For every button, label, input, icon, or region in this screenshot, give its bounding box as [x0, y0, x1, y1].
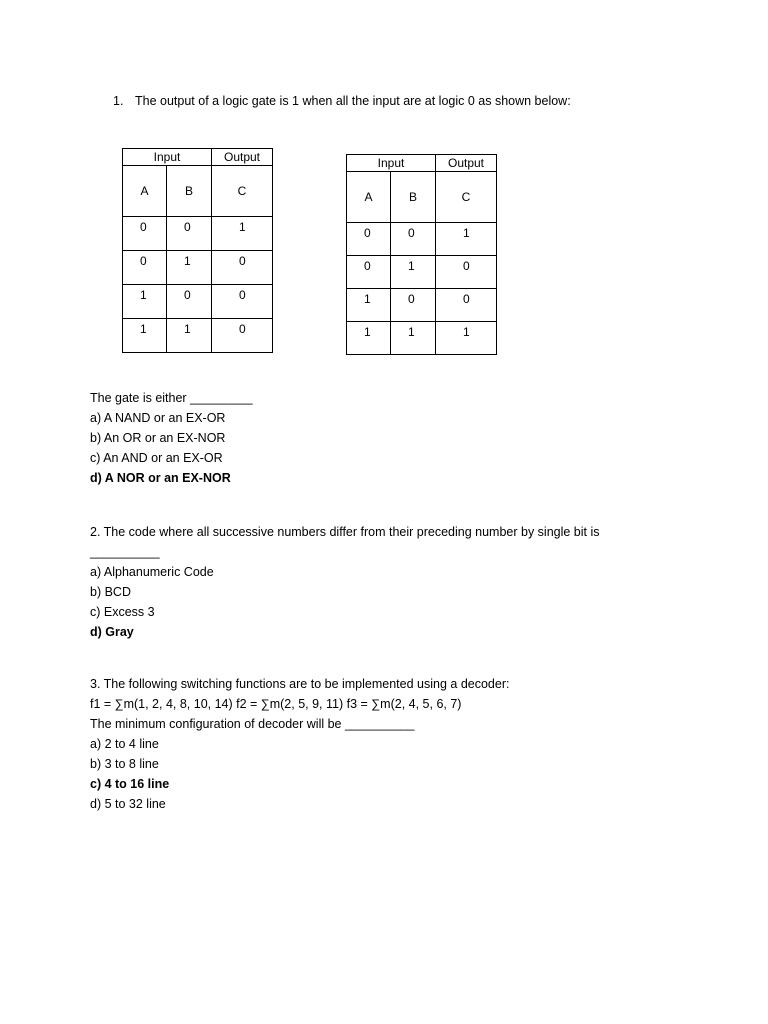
table-row — [123, 217, 273, 251]
table-row — [347, 256, 497, 289]
question-1-statement: The output of a logic gate is 1 when all the input are at logic 0 as shown below: — [135, 94, 571, 108]
question-3-text: 3. The following switching functions are to be implemented using a decoder: — [90, 677, 510, 691]
table-cell: 0 — [347, 223, 391, 256]
question-2-blank: __________ — [90, 545, 160, 559]
question-2 — [90, 522, 600, 642]
table-cell: 0 — [391, 223, 436, 256]
table-cell: 0 — [436, 289, 497, 322]
column-label-c: C — [436, 172, 497, 223]
table-row — [347, 322, 497, 355]
question-3-prompt: The minimum configuration of decoder will be __________ — [90, 717, 415, 731]
table-row — [123, 319, 273, 353]
table-header-input: Input — [123, 149, 212, 166]
option-a: a) A NAND or an EX-OR — [90, 411, 226, 425]
table-cell: 1 — [347, 289, 391, 322]
question-3-functions: f1 = ∑m(1, 2, 4, 8, 10, 14) f2 = ∑m(2, 5, 9, 11) f3 = ∑m(2, 4, 5, 6, 7) — [90, 697, 462, 711]
question-1-prompt: The gate is either _________ — [90, 391, 253, 405]
table-cell: 0 — [167, 217, 212, 251]
table-cell: 1 — [391, 256, 436, 289]
option-b: b) An OR or an EX-NOR — [90, 431, 226, 445]
option-a: a) 2 to 4 line — [90, 737, 159, 751]
option-d-answer: d) A NOR or an EX-NOR — [90, 471, 231, 485]
table-header-output: Output — [436, 155, 497, 172]
table-cell: 1 — [391, 322, 436, 355]
column-label-b: B — [167, 166, 212, 217]
table-row — [123, 285, 273, 319]
table-cell: 1 — [347, 322, 391, 355]
question-3 — [90, 674, 509, 814]
option-d: d) 5 to 32 line — [90, 797, 166, 811]
table-row — [347, 289, 497, 322]
truth-table-2 — [346, 154, 497, 355]
table-header-input: Input — [347, 155, 436, 172]
option-d-answer: d) Gray — [90, 625, 134, 639]
question-1-text — [113, 94, 571, 108]
table-cell: 1 — [123, 319, 167, 353]
table-header-output: Output — [212, 149, 273, 166]
table-cell: 1 — [436, 322, 497, 355]
table-cell: 1 — [167, 251, 212, 285]
table-cell: 1 — [436, 223, 497, 256]
column-label-a: A — [123, 166, 167, 217]
option-b: b) 3 to 8 line — [90, 757, 159, 771]
option-c: c) An AND or an EX-OR — [90, 451, 223, 465]
column-label-b: B — [391, 172, 436, 223]
table-cell: 0 — [212, 285, 273, 319]
table-row — [347, 223, 497, 256]
column-label-c: C — [212, 166, 273, 217]
table-cell: 1 — [212, 217, 273, 251]
question-1-options — [90, 388, 253, 488]
question-1-number: 1. — [113, 94, 124, 108]
table-cell: 0 — [212, 251, 273, 285]
column-label-a: A — [347, 172, 391, 223]
table-cell: 1 — [123, 285, 167, 319]
table-cell: 0 — [123, 251, 167, 285]
table-cell: 0 — [347, 256, 391, 289]
table-cell: 0 — [436, 256, 497, 289]
table-row — [123, 251, 273, 285]
table-cell: 0 — [212, 319, 273, 353]
option-c: c) Excess 3 — [90, 605, 155, 619]
table-cell: 0 — [167, 285, 212, 319]
option-b: b) BCD — [90, 585, 131, 599]
question-2-text: 2. The code where all successive numbers differ from their preceding number by single bit is — [90, 525, 600, 539]
option-c-answer: c) 4 to 16 line — [90, 777, 170, 791]
table-cell: 0 — [391, 289, 436, 322]
table-cell: 0 — [123, 217, 167, 251]
table-cell: 1 — [167, 319, 212, 353]
option-a: a) Alphanumeric Code — [90, 565, 214, 579]
truth-table-1 — [122, 148, 273, 353]
